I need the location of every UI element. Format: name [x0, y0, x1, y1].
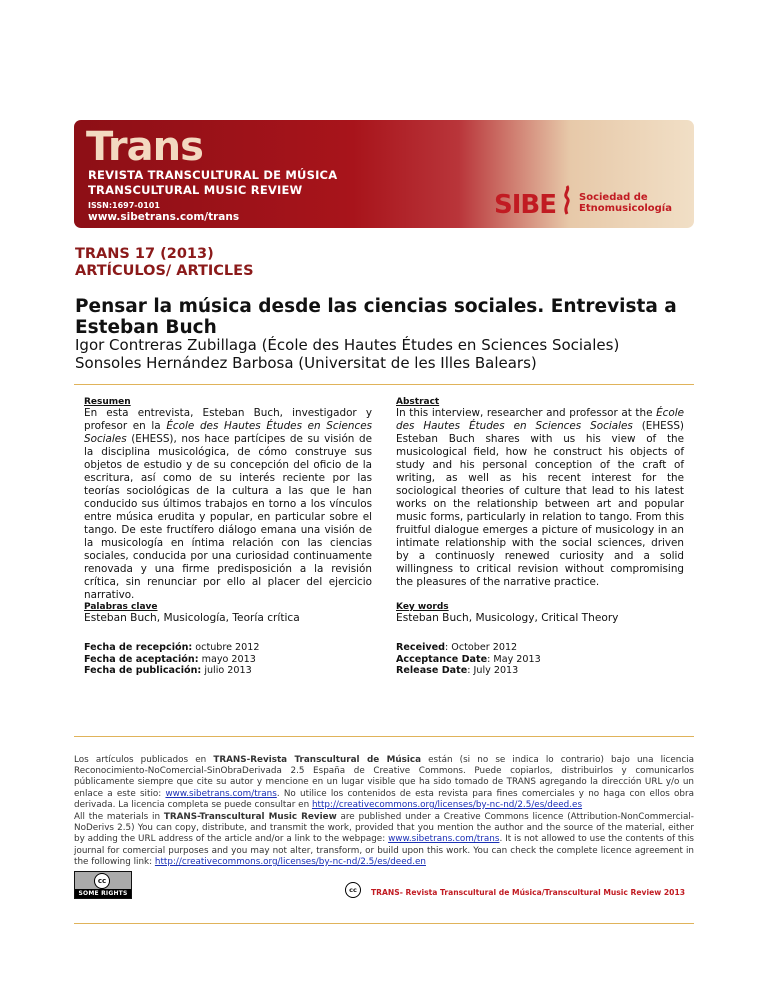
divider-top — [74, 384, 694, 385]
sibe-figure-icon — [559, 184, 575, 216]
banner-title-es: REVISTA TRANSCULTURAL DE MÚSICA — [88, 168, 338, 182]
sibetrans-link-en[interactable]: www.sibetrans.com/trans — [388, 834, 500, 845]
abstract-label: Abstract — [396, 397, 440, 407]
sibetrans-link-es[interactable]: www.sibetrans.com/trans — [165, 788, 277, 799]
divider-bottom — [74, 923, 694, 924]
abstract-block — [396, 397, 684, 589]
cc-license-link-en[interactable]: http://creativecommons.org/licenses/by-nc-nd/2.5/es/deed.en — [154, 856, 426, 867]
article-authors — [75, 336, 725, 372]
issue-heading — [75, 246, 254, 280]
divider-middle — [74, 736, 694, 737]
date-published-en: Release Date: July 2013 — [396, 665, 519, 676]
date-published-es: Fecha de publicación: julio 2013 — [84, 665, 252, 676]
sibe-logo: SIBE — [494, 190, 556, 220]
keywords-es-label: Palabras clave — [84, 602, 158, 612]
keywords-es-block — [84, 602, 374, 624]
sibe-name: Sociedad de Etnomusicología — [579, 192, 672, 214]
license-es: Los artículos publicados en TRANS-Revista Transcultural de Música están (si no se indica lo contrario) bajo una licencia Reconocimiento-NoComercial-SinObraDerivada 2.5 España de Creative Commons. Puede copiarlos, distribuirlos y comunicarlos públicamente siempre que cite su autor y mencione en un lugar visible que ha sido tomado de TRANS agregando la dirección URL y/o un enlace a este sitio: www.sibetrans.com/trans. No utilice los contenidos de esta revista para fines comerciales y no haga con ellos obra derivada. La licencia completa se puede consultar en http://creativecommons.org/licenses/by-nc-nd/2.5/es/deed.es — [74, 755, 694, 810]
journal-banner — [74, 120, 694, 228]
trans-logo: Trans — [86, 124, 203, 170]
resumen-block — [84, 397, 372, 602]
date-accepted-en: Acceptance Date: May 2013 — [396, 653, 541, 665]
issue-label: TRANS 17 (2013) — [75, 246, 214, 262]
article-title: Pensar la música desde las ciencias sociales. Entrevista a Esteban Buch — [75, 296, 677, 338]
creative-commons-badge[interactable] — [74, 871, 132, 906]
keywords-en-block — [396, 602, 686, 624]
date-received-en: Received: October 2012 — [396, 642, 518, 653]
cc-icon: cc — [94, 873, 110, 889]
license-en: All the materials in TRANS-Transcultural Music Review are published under a Creative Commons licence (Attribution-NonCommercial-NoDerivs 2.5) You can copy, distribute, and transmit the work, provided that you mention the author and the source of the material, either by adding the URL address of the article and/or a link to the webpage: www.sibetrans.com/trans. It is not allowed to use the contents of this journal for comercial purposes and you may not alter, transform, or build upon this work. You can check the complete licence agreement in the following link: http://creativecommons.org/licenses/by-nc-nd/2.5/es/deed.en — [74, 812, 694, 867]
resumen-label: Resumen — [84, 397, 131, 407]
banner-url: www.sibetrans.com/trans — [88, 211, 240, 223]
dates-es-block — [84, 642, 374, 677]
abstract-text: In this interview, researcher and professor at the École des Hautes Études en Sciences Sociales (EHESS) Esteban Buch shares with us his view of the musicological field, how he construct his objects of study and his personal conception of the craft of writing, as well as his recent interest for the sociological theories of culture that lead to his latest works on the relationship between art and popular music forms, particularly in relation to tango. From this fruitful dialogue emerges a picture of musicology in an intimate relationship with the social sciences, driven by a continuosly renewed curiosity and a solid willingness to critical revision without compromising the pleasures of the narrative practice. — [396, 407, 684, 588]
some-rights-reserved-label: SOME RIGHTS RESERVED — [75, 889, 131, 898]
keywords-en-label: Key words — [396, 602, 449, 612]
author-1: Igor Contreras Zubillaga (École des Hautes Études en Sciences Sociales) — [75, 336, 620, 354]
author-2: Sonsoles Hernández Barbosa (Universitat de les Illes Balears) — [75, 354, 537, 372]
cc-license-link-es[interactable]: http://creativecommons.org/licenses/by-nc-nd/2.5/es/deed.es — [311, 799, 583, 810]
keywords-en-value: Esteban Buch, Musicology, Critical Theory — [396, 612, 619, 624]
cc-small-icon: cc — [345, 882, 361, 898]
date-accepted-es: Fecha de aceptación: mayo 2013 — [84, 653, 256, 665]
banner-issn: ISSN:1697-0101 — [88, 201, 160, 210]
keywords-es-value: Esteban Buch, Musicología, Teoría crítica — [84, 612, 300, 624]
dates-en-block — [396, 642, 686, 677]
section-label: ARTÍCULOS/ ARTICLES — [75, 263, 254, 279]
banner-title-en: TRANSCULTURAL MUSIC REVIEW — [88, 183, 303, 197]
footer-journal-name: TRANS- Revista Transcultural de Música/Transcultural Music Review 2013 — [371, 888, 686, 897]
date-received-es: Fecha de recepción: octubre 2012 — [84, 642, 260, 653]
resumen-text: En esta entrevista, Esteban Buch, investigador y profesor en la École des Hautes Études en Sciences Sociales (EHESS), nos hace partícipes de su visión de la disciplina musicológica, de cómo construye sus objetos de estudio y de su concepción del oficio de la escritura, así como de su interés reciente por las teorías sociológicas de la cultura a las que le han conducido sus últimos trabajos en torno a los vínculos entre música erudita y popular, en particular sobre el tango. De este fructífero diálogo emana una visión de la musicología en íntima relación con las ciencias sociales, conducida por una curiosidad continuamente renovada y una firme predisposición a la revisión crítica, sin renunciar por ello al placer del ejercicio narrativo. — [84, 407, 372, 601]
